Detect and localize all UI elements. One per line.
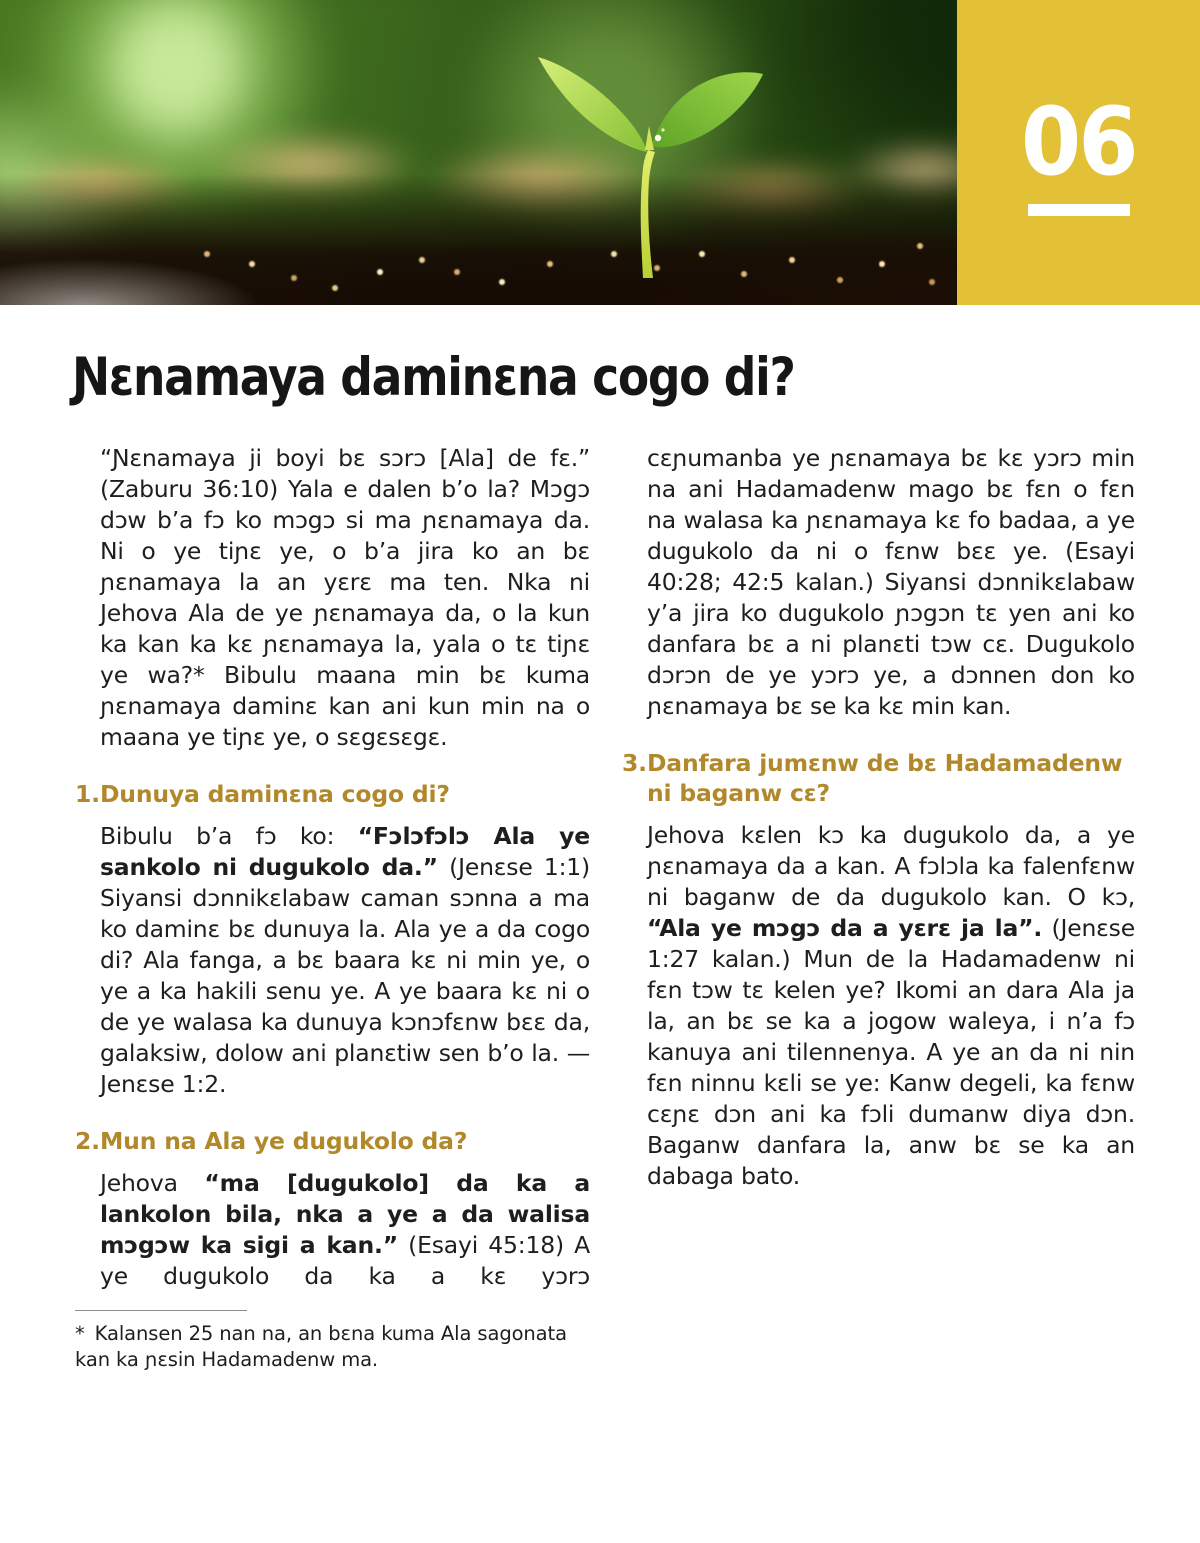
page-title: Ɲɛnamaya daminɛna cogo di? <box>72 347 795 408</box>
photo-soil-foreground <box>0 0 957 305</box>
section-1-heading <box>75 779 590 809</box>
header <box>0 0 1200 305</box>
footnote <box>75 1310 590 1373</box>
chapter-number-underline <box>1028 204 1130 216</box>
paragraph-text: Bibulu b’a fɔ ko: <box>100 822 358 851</box>
intro-paragraph: “Ɲɛnamaya ji boyi bɛ sɔrɔ [Ala] de fɛ.” (Zaburu 36:10) Yala e dalen b’o la? Mɔgɔ dɔw b’a fɔ ko mɔgɔ si ma ɲɛnamaya da. Ni o ye tiɲɛ ye, o b’a jira ko an bɛ ɲɛnamaya la an yɛrɛ ma ten. Nka ni Jehova Ala de ye ɲɛnamaya da, o la kun ka kan ka kɛ ɲɛnamaya la, yala o tɛ tiɲɛ ye wa?* Bibulu maana min bɛ kuma ɲɛnamaya daminɛ kan ani kun min na o maana ye tiɲɛ ye, o sɛgɛsɛgɛ. <box>100 444 590 752</box>
seedling-photo <box>0 0 957 305</box>
left-column <box>75 443 590 1373</box>
footnote-body: Kalansen 25 nan na, an bɛna kuma Ala sagonata kan ka ɲɛsin Hadamadenw ma. <box>75 1322 567 1372</box>
sprout-illustration <box>515 30 780 285</box>
section-2-number: 2. <box>75 1127 100 1156</box>
paragraph-text: (Jenɛse 1:27 kalan.) Mun de la Hadamadenw ni fɛn tɔw tɛ kelen ye? Ikomi an dara Ala ja la, an bɛ se ka a jogow waleya, i n’a fɔ kanuya ani tilennenya. A ye an da ni nin fɛn ninnu kɛli se ye: Kanw degeli, ka fɛnw cɛɲɛ dɔn ani ka fɔli dumanw diya dɔn. Baganw danfara la, anw bɛ se ka an dabaga bato. <box>647 914 1135 1191</box>
quoted-scripture: “Fɔlɔfɔlɔ Ala ye sankolo ni dugukolo da.” <box>100 822 590 882</box>
section-3-number: 3. <box>622 749 647 778</box>
footnote-text <box>75 1321 590 1373</box>
section-2-paragraph-right: cɛɲumanba ye ɲɛnamaya bɛ kɛ yɔrɔ min na ani Hadamadenw mago bɛ fɛn o fɛn na walasa ka ɲɛnamaya kɛ fo badaa, a ye dugukolo da ni o fɛnw bɛɛ ye. (Esayi 40:28; 42:5 kalan.) Siyansi dɔnnikɛlabaw y’a jira ko dugukolo ɲɔgɔn tɛ yen ani ko danfara bɛ a ni planɛti tɔw cɛ. Dugukolo dɔrɔn de ye yɔrɔ ye, a dɔnnen don ko ɲɛnamaya bɛ se ka kɛ min kan. <box>647 444 1135 721</box>
article <box>0 305 1200 1373</box>
paragraph-text: Jehova kɛlen kɔ ka dugukolo da, a ye ɲɛnamaya da a kan. A fɔlɔla ka falenfɛnw ni baganw de da dugukolo kan. O kɔ, <box>647 821 1135 912</box>
section-2-paragraph-left <box>100 1168 590 1292</box>
section-3-heading <box>622 748 1135 808</box>
section-1-heading-text: Dunuya daminɛna cogo di? <box>100 780 450 809</box>
chapter-number: 06 <box>1021 88 1136 197</box>
section-2-heading <box>75 1126 590 1156</box>
two-column-body <box>75 443 1135 1373</box>
section-3-paragraph <box>647 820 1135 1192</box>
section-2-heading-text: Mun na Ala ye dugukolo da? <box>100 1127 468 1156</box>
right-column <box>622 443 1135 1373</box>
section-1-number: 1. <box>75 780 100 809</box>
quoted-scripture: “ma [dugukolo] da ka a lankolon bila, nka a ye a da walisa mɔgɔw ka sigi a kan.” <box>100 1169 590 1260</box>
paragraph-text: (Esayi 45:18) A ye dugukolo da ka a kɛ yɔrɔ <box>100 1231 590 1291</box>
quoted-scripture: “Ala ye mɔgɔ da a yɛrɛ ja la”. <box>647 914 1043 943</box>
footnote-divider <box>75 1310 247 1311</box>
chapter-number-badge <box>957 0 1200 305</box>
section-3-heading-text: Danfara jumɛnw de bɛ Hadamadenw ni baganw cɛ? <box>647 749 1123 808</box>
paragraph-text: (Jenɛse 1:1) Siyansi dɔnnikɛlabaw caman sɔnna a ma ko daminɛ bɛ dunuya la. Ala ye a da cogo di? Ala fanga, a bɛ baara kɛ ni min ye, o ye a ka hakili senu ye. A ye baara kɛ ni o de ye walasa ka dunuya kɔnɔfɛnw bɛɛ da, galaksiw, dolow ani planɛtiw sen b’o la. —Jenɛse 1:2. <box>100 853 591 1099</box>
paragraph-text: Jehova <box>100 1169 205 1198</box>
section-1-paragraph <box>100 821 590 1100</box>
footnote-marker: * <box>75 1322 85 1346</box>
